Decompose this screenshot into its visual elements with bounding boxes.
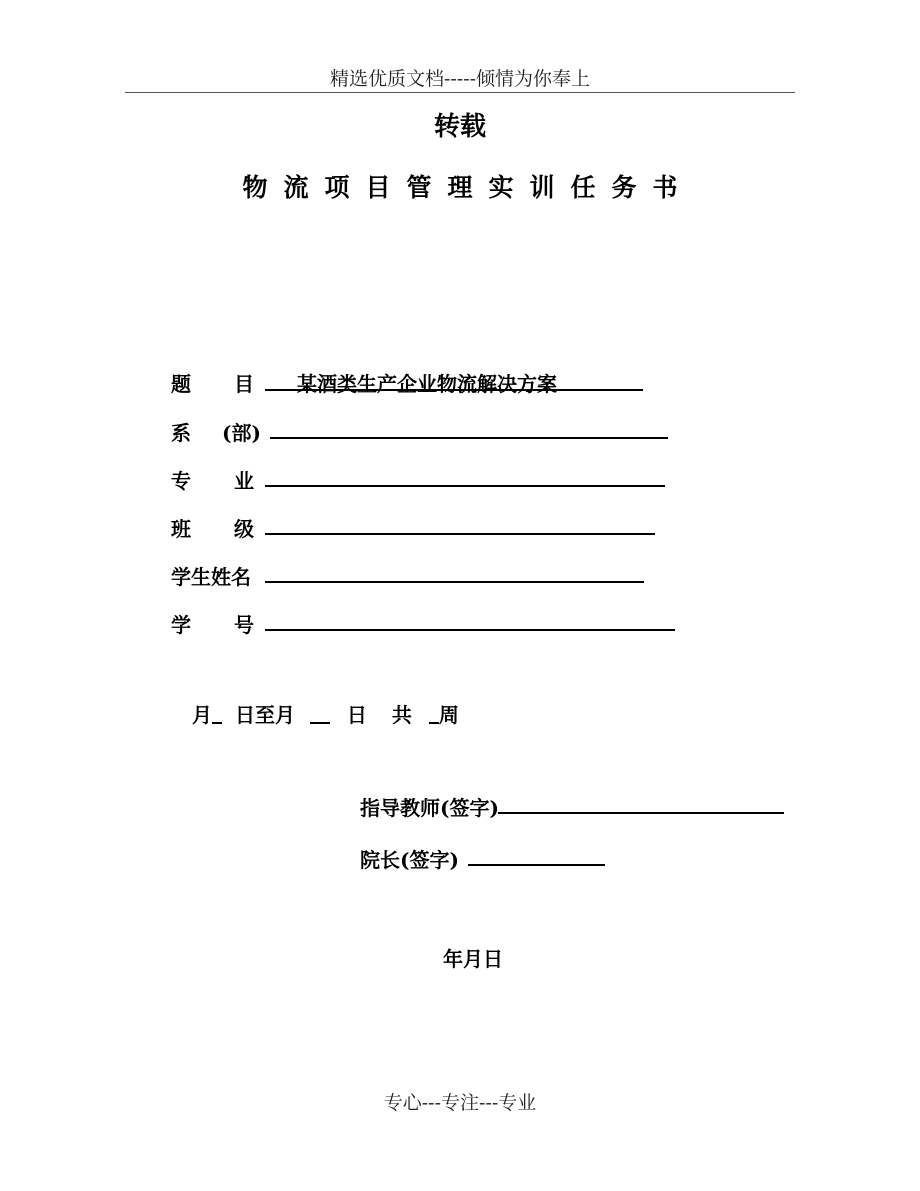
signature-date: 年月日 (443, 947, 503, 971)
class-underline (265, 533, 655, 535)
date-day-to-month: 日至月 (234, 703, 295, 727)
class-label-b: 级 (234, 517, 254, 541)
student-id-underline (265, 629, 675, 631)
date-range-line (192, 699, 459, 728)
department-label-b: (部) (222, 421, 261, 445)
date-blank-2 (310, 721, 330, 724)
topic-label-a: 题 (171, 372, 191, 396)
date-total: 共 (391, 703, 412, 727)
topic-value: 某酒类生产企业物流解决方案 (297, 372, 557, 396)
advisor-signature-label: 指导教师(签字) (360, 796, 499, 820)
date-blank-3 (429, 721, 439, 724)
dean-signature-label: 院长(签字) (360, 848, 459, 872)
topic-underline (265, 389, 643, 391)
major-label-b: 业 (234, 469, 254, 493)
student-name-underline (265, 581, 644, 583)
student-id-label-b: 号 (234, 613, 254, 637)
major-label-a: 专 (171, 469, 191, 493)
date-month-1: 月 (192, 703, 212, 727)
date-day: 日 (346, 703, 367, 727)
date-blank-1 (212, 721, 222, 724)
dean-signature-underline (468, 864, 605, 866)
student-name-label: 学生姓名 (171, 565, 251, 589)
page-footer-text: 专心---专注---专业 (383, 1092, 537, 1114)
date-week: 周 (438, 703, 459, 727)
class-label-a: 班 (171, 517, 191, 541)
header-divider (125, 92, 795, 93)
department-underline (270, 437, 668, 439)
student-id-label-a: 学 (171, 613, 191, 637)
topic-label-b: 目 (234, 372, 254, 396)
major-underline (265, 485, 665, 487)
document-title: 物流项目管理实训任务书 (242, 173, 694, 202)
document-label: 转载 (433, 112, 486, 142)
advisor-signature-underline (498, 812, 784, 814)
page-header-text: 精选优质文档-----倾情为你奉上 (329, 68, 591, 90)
department-label-a: 系 (171, 421, 191, 445)
